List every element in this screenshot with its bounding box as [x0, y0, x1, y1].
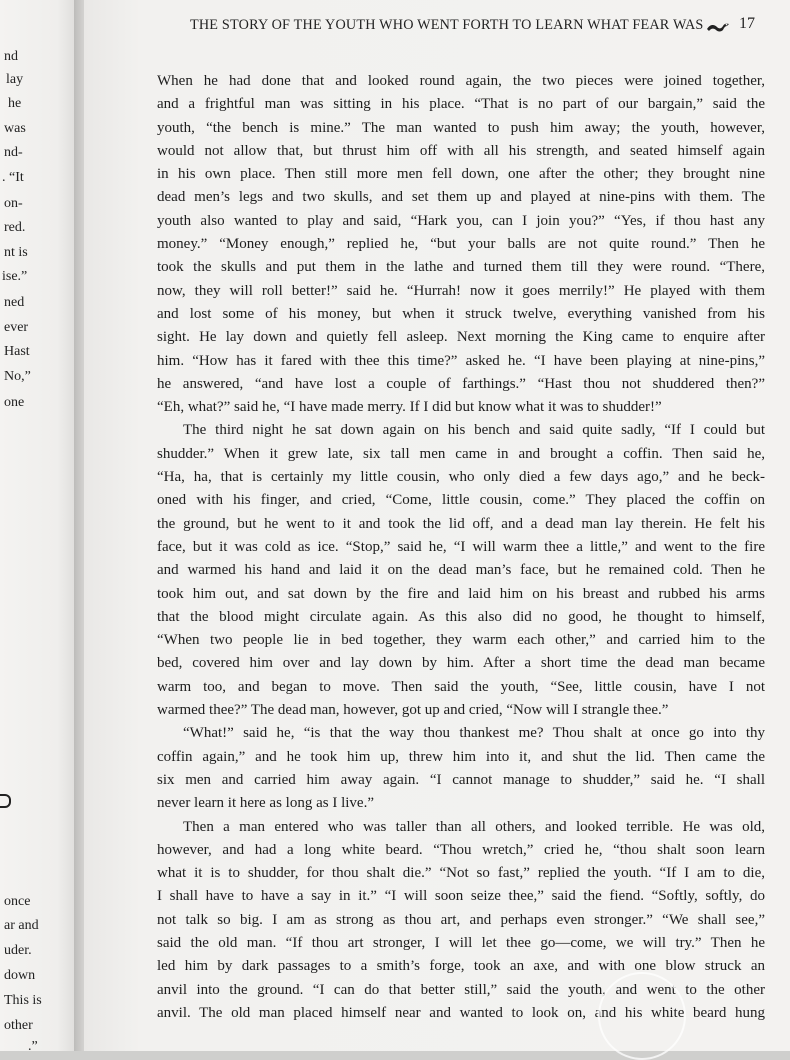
left-page-fragment: ar and	[4, 918, 39, 933]
left-page-fragment: No,”	[4, 369, 31, 384]
left-page-fragment: ned	[4, 295, 25, 310]
body-line: him. “How has it fared with thee this time?” asked he. “I have been playing at nine-pins,”	[157, 352, 765, 369]
body-line: coffin again,” and he took him up, threw him into it, and shut the lid. Then came the	[157, 748, 765, 765]
left-page-fragment: down	[4, 968, 36, 983]
left-page-fragment: ise.”	[2, 269, 28, 284]
body-line: dead men’s legs and two skulls, and set them up and played at nine-pins with them. The	[157, 189, 765, 206]
body-line: and lost some of his money, but when it struck twelve, everything vanished from his	[157, 305, 765, 322]
left-page-fragment: Hast	[4, 344, 30, 359]
body-line: youth also wanted to play and said, “Hark you, can I join you?” “Yes, if thou hast any	[157, 212, 765, 229]
body-line: shudder.” When it grew late, six tall men came in and brought a coffin. Then said he,	[157, 445, 765, 462]
body-line: “Eh, what?” said he, “I have made merry. If I did but know what it was to shudder!”	[157, 399, 662, 416]
body-line: took him out, and sat down by the fire and laid him on his breast and rubbed his arms	[157, 585, 765, 602]
body-line: never learn it here as long as I live.”	[157, 795, 374, 812]
body-line: however, and had a long white beard. “Thou wretch,” cried he, “thou shalt soon learn	[157, 841, 765, 858]
body-line: “When two people lie in bed together, they warm each other,” and carried him to the	[157, 632, 765, 649]
body-line: said the old man. “If thou art stronger, I will let thee go—come, we will try.” Then he	[157, 934, 765, 951]
left-page-fragment: nd-	[4, 145, 23, 160]
left-page	[0, 0, 82, 1051]
body-line: the ground, but he went to it and took the lid off, and a dead man lay therein. He felt his	[157, 515, 765, 532]
body-line: anvil into the ground. “I can do that better still,” said the youth, and went to the other	[157, 981, 765, 998]
body-line: warm too, and began to move. Then said the youth, “See, little cousin, have I not	[157, 678, 765, 695]
left-page-fragment: uder.	[4, 943, 32, 958]
left-page-fragment: he	[8, 96, 22, 111]
page-edge-mark	[0, 794, 11, 808]
left-page-fragment: lay	[6, 72, 24, 87]
body-line: face, but it was cold as ice. “Stop,” said he, “I will warm thee a little,” and went to the fire	[157, 538, 765, 555]
body-line: not talk so big. I am as strong as thou art, and perhaps even stronger.” “We shall see,”	[157, 911, 765, 928]
left-page-fragment: red.	[4, 220, 26, 235]
body-line: “What!” said he, “is that the way thou thankest me? Thou shalt at once go into thy	[183, 725, 765, 742]
body-line: “Ha, ha, that is certainly my little cousin, who only died a few days ago,” and he beck-	[157, 469, 765, 486]
left-page-fragment: . “It	[2, 170, 24, 185]
body-line: youth, “the bench is mine.” The man wanted to push him away; the youth, however,	[157, 119, 765, 136]
body-line: he answered, “and have lost a couple of farthings.” “Hast thou not shuddered then?”	[157, 375, 765, 392]
body-line: money.” “Money enough,” replied he, “but your balls are not quite round.” Then he	[157, 236, 765, 253]
left-page-fragment: once	[4, 894, 31, 909]
watermark-seal	[598, 972, 686, 1060]
body-line: what it is to shudder, for thou shalt die.” “Not so fast,” replied the youth. “If I am to die,	[157, 865, 765, 882]
body-line: oned with his finger, and cried, “Come, little cousin, come.” They placed the coffin on	[157, 492, 765, 509]
left-page-fragment: one	[4, 395, 25, 410]
body-line: six men and carried him away again. “I cannot manage to shudder,” said he. “I shall	[157, 771, 765, 788]
left-page-fragment: ever	[4, 320, 29, 335]
body-line: and warmed his hand and laid it on the dead man’s face, but he remained cold. Then he	[157, 562, 765, 579]
body-line: led him by dark passages to a smith’s forge, took an axe, and with one blow struck an	[157, 958, 765, 975]
body-line: Then a man entered who was taller than all others, and looked terrible. He was old,	[183, 818, 765, 835]
left-page-fragment: was	[4, 121, 26, 136]
body-line: that the blood might circulate again. As this also did no good, he thought to himself,	[157, 608, 765, 625]
page-number: 17	[739, 15, 755, 32]
body-line: The third night he sat down again on his bench and said quite sadly, “If I could but	[183, 422, 765, 439]
left-page-fragment: on-	[4, 196, 23, 211]
running-head: THE STORY OF THE YOUTH WHO WENT FORTH TO LEARN WHAT FEAR WAS	[190, 17, 704, 33]
body-line: now, they will roll better!” said he. “Hurrah! now it goes merrily!” He played with them	[157, 282, 765, 299]
body-line: took the skulls and put them in the lathe and turned them till they were round. “There,	[157, 259, 765, 276]
dragon-ornament-icon	[706, 20, 730, 34]
body-line: sight. He lay down and quietly fell asleep. Next morning the King came to enquire after	[157, 329, 765, 346]
body-line: I shall have to have a say in it.” “I will soon seize thee,” said the fiend. “Softly, softly, do	[157, 888, 765, 905]
body-line: warmed thee?” The dead man, however, got up and cried, “Now will I strangle thee.”	[157, 702, 669, 719]
body-line: in his own place. Then still more men fell down, one after the other; they brought nine	[157, 166, 765, 183]
body-line: would not allow that, but thrust him off with all his strength, and seated himself again	[157, 142, 765, 159]
page-header	[190, 15, 765, 37]
left-page-fragment: .”	[28, 1039, 38, 1051]
left-page-fragment: other	[4, 1018, 33, 1033]
body-line: and a frightful man was sitting in his place. “That is no part of our bargain,” said the	[157, 96, 765, 113]
left-page-fragment: This is	[4, 993, 42, 1008]
body-line: bed, covered him over and lay down by him. After a short time the dead man became	[157, 655, 765, 672]
story-body	[157, 70, 765, 1025]
body-line: anvil. The old man placed himself near and wanted to look on, and his white beard hung	[157, 1004, 765, 1021]
left-page-fragment: nt is	[4, 245, 28, 260]
body-line: When he had done that and looked round again, the two pieces were joined together,	[157, 73, 765, 89]
left-page-fragment: nd	[4, 49, 18, 64]
